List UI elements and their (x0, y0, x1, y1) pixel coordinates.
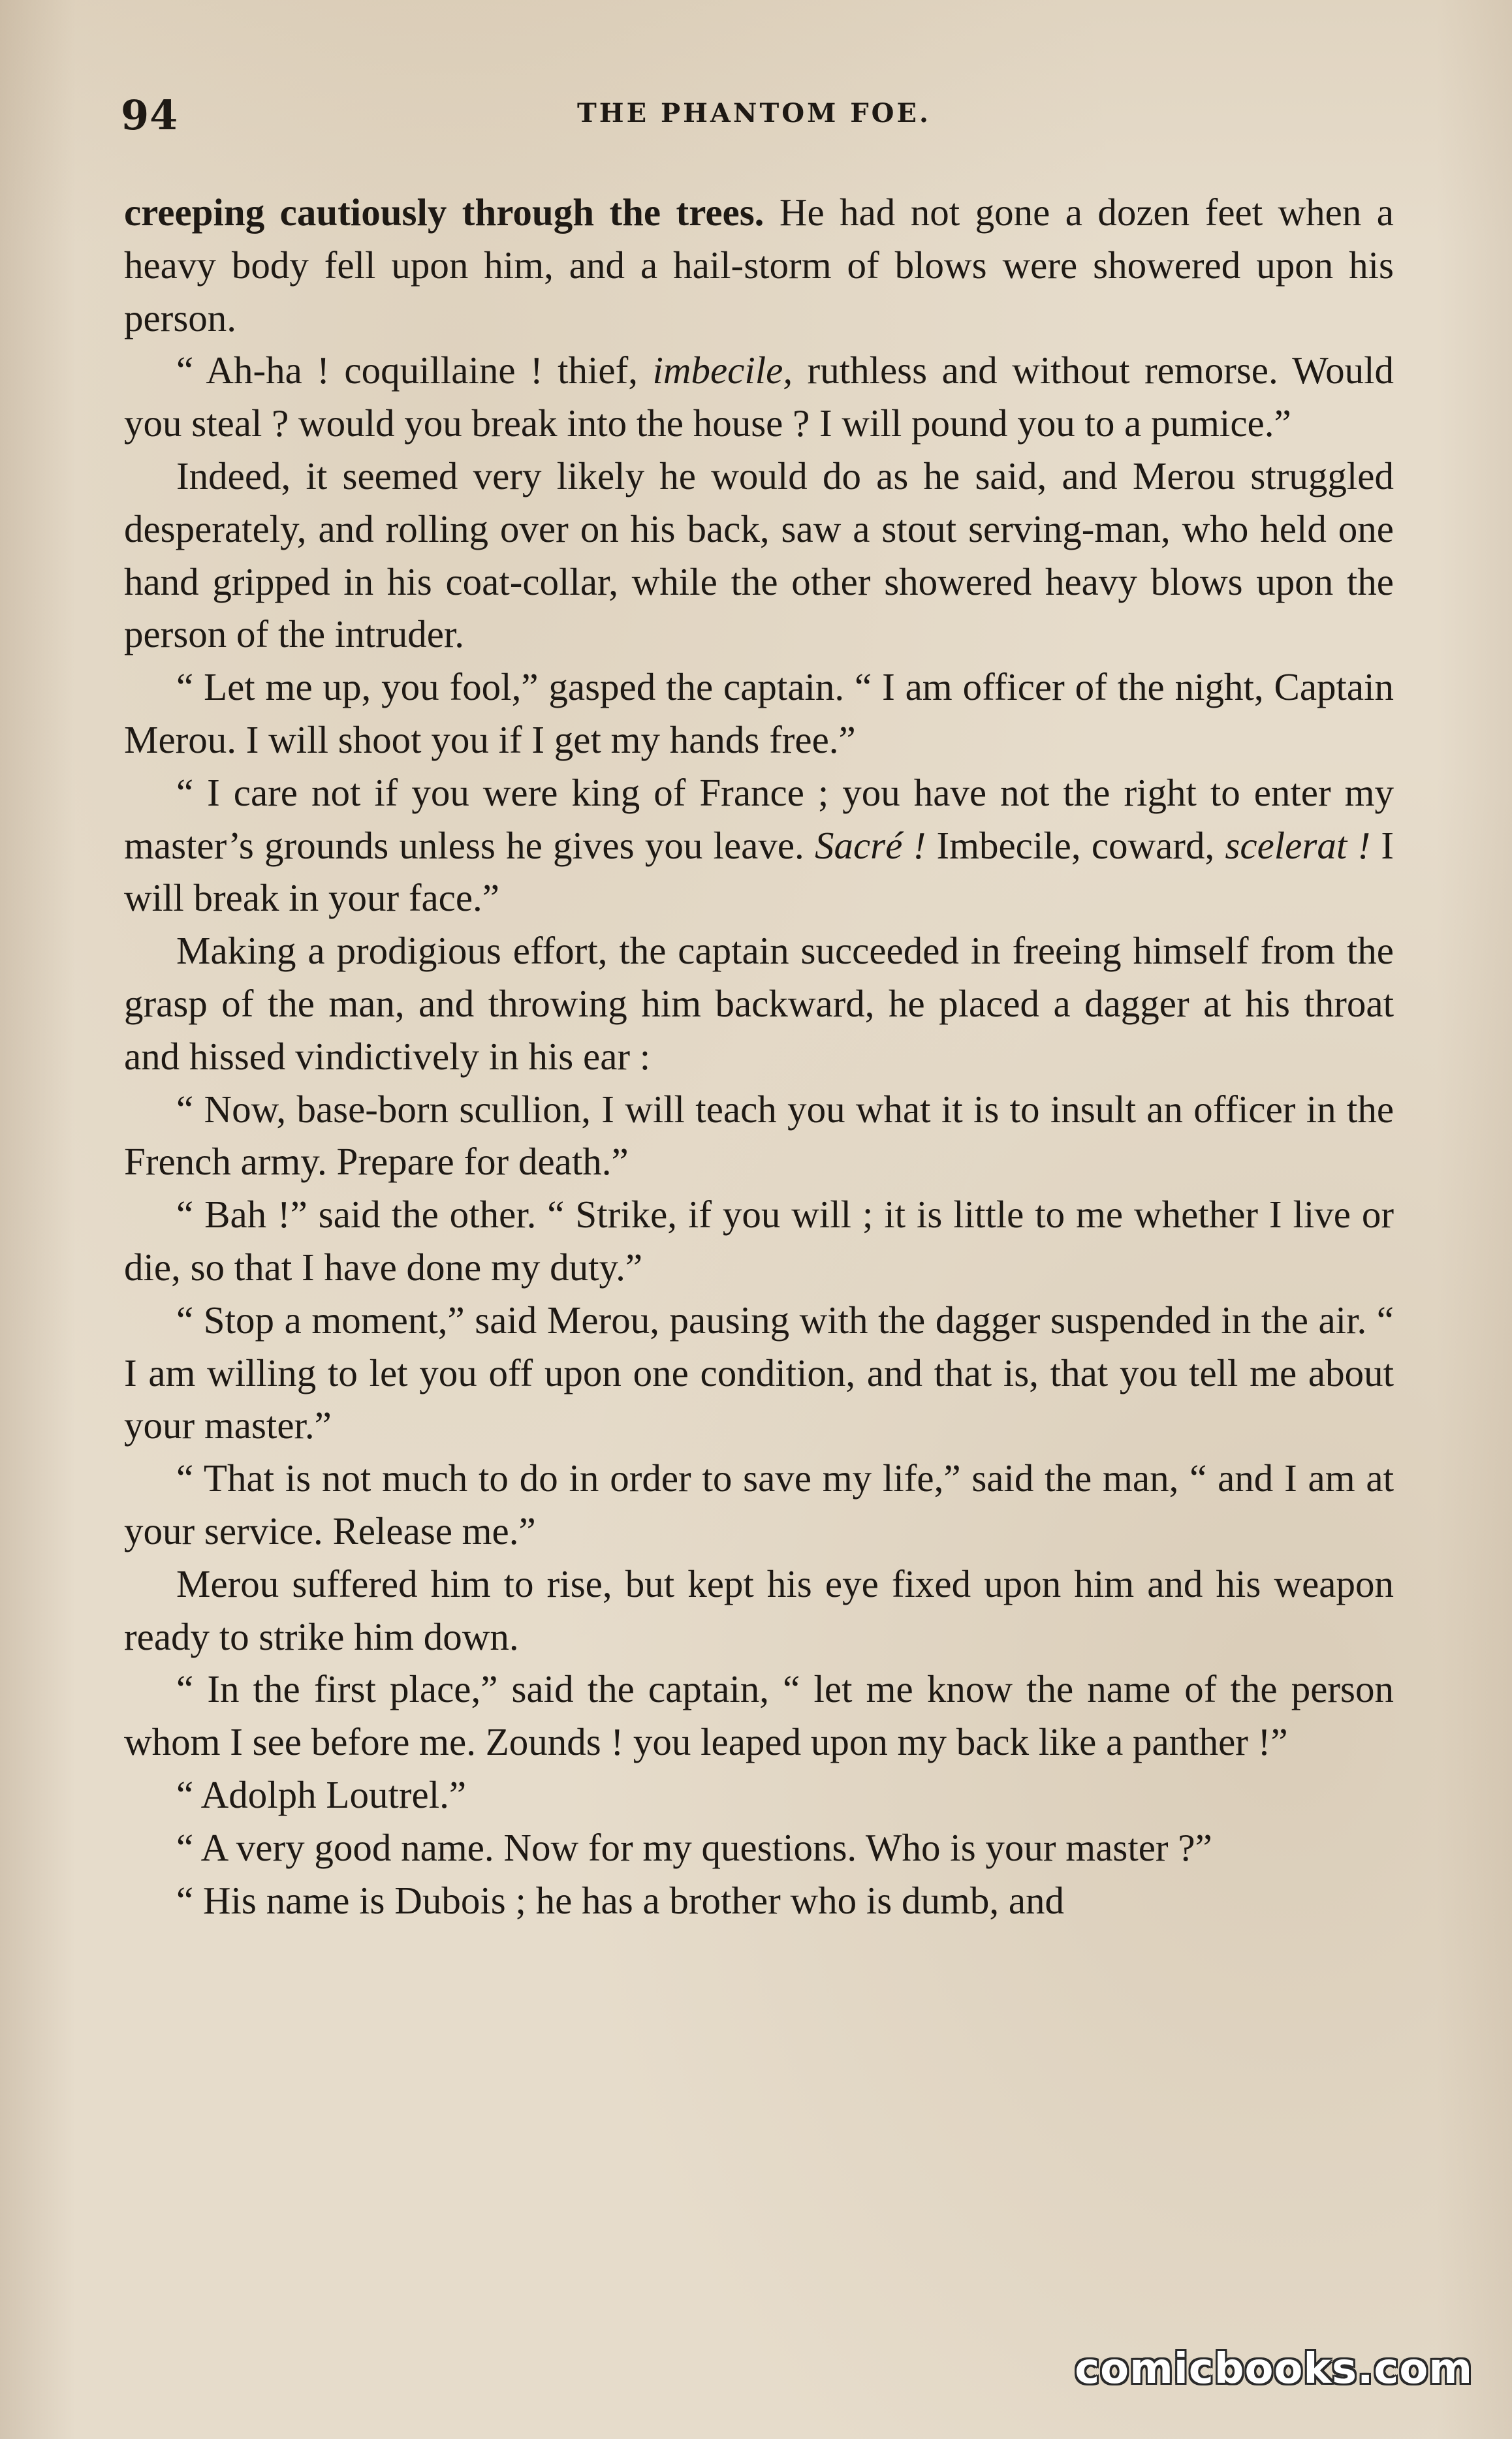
italic-word: scelerat ! (1225, 823, 1371, 867)
body-text (124, 186, 1394, 1927)
paragraph-2-text-b: ruthless and without remorse. Would you steal ? would you break into the house ? I will pound you to a pumice.” (124, 349, 1394, 445)
paragraph-6: Making a prodigious effort, the captain succeeded in freeing himself from the grasp of the man, and throwing him backward, he placed a dagger at his throat and hissed vindictively in his ear : (124, 929, 1394, 1078)
paragraph-5-text-a: “ I care not if you were king of France ; you have not the right to enter my master’s grounds unless he gives you leave. (124, 770, 1394, 867)
running-head: THE PHANTOM FOE. (577, 98, 931, 129)
page-number: 94 (121, 91, 179, 139)
paragraph-5-text-c: I will break in your face.” (124, 823, 1394, 920)
paragraph-7: “ Now, base-born scullion, I will teach you what it is to insult an officer in the French army. Prepare for death.” (124, 1087, 1394, 1184)
watermark: comicbooks.com (1075, 2345, 1473, 2393)
paragraph-4: “ Let me up, you fool,” gasped the captain. “ I am officer of the night, Captain Merou. I will shoot you if I get my hands free.” (124, 665, 1394, 761)
paragraph-1-text: He had not gone a dozen feet when a heavy body fell upon him, and a hail-storm of blows were showered upon his person. (124, 191, 1394, 339)
paragraph-10: “ That is not much to do in order to save my life,” said the man, “ and I am at your service. Release me.” (124, 1456, 1394, 1552)
paragraph-5 (124, 766, 1394, 924)
paragraph-5-text-b: Imbecile, coward, (926, 823, 1225, 867)
paragraph-1 (124, 186, 1394, 344)
paragraph-15: “ His name is Dubois ; he has a brother who is dumb, and (176, 1878, 1065, 1922)
paragraph-2-text-a: “ Ah-ha ! coquillaine ! thief, (176, 349, 653, 392)
paragraph-12: “ In the first place,” said the captain, “ let me know the name of the person whom I see before me. Zounds ! you leaped upon my back like a panther !” (124, 1667, 1394, 1764)
paragraph-2 (124, 344, 1394, 450)
paragraph-11: Merou suffered him to rise, but kept his eye fixed upon him and his weapon ready to strike him down. (124, 1562, 1394, 1658)
page-header (121, 85, 1387, 144)
paragraph-8: “ Bah !” said the other. “ Strike, if you will ; it is little to me whether I live or die, so that I have done my duty.” (124, 1193, 1394, 1289)
paragraph-9: “ Stop a moment,” said Merou, pausing with the dagger suspended in the air. “ I am willing to let you off upon one condition, and that is, that you tell me about your master.” (124, 1298, 1394, 1447)
paragraph-13: “ Adolph Loutrel.” (176, 1772, 467, 1816)
paragraph-1-opening: creeping cautiously through the trees. (124, 191, 764, 234)
italic-word: imbecile, (652, 349, 793, 392)
paragraph-14: “ A very good name. Now for my questions. Who is your master ?” (176, 1825, 1212, 1869)
paragraph-3: Indeed, it seemed very likely he would do as he said, and Merou struggled desperately, and rolling over on his back, saw a stout serving-man, who held one hand gripped in his coat-collar, while the other showered heavy blows upon the person of the intruder. (124, 454, 1394, 656)
italic-word: Sacré ! (815, 823, 926, 867)
